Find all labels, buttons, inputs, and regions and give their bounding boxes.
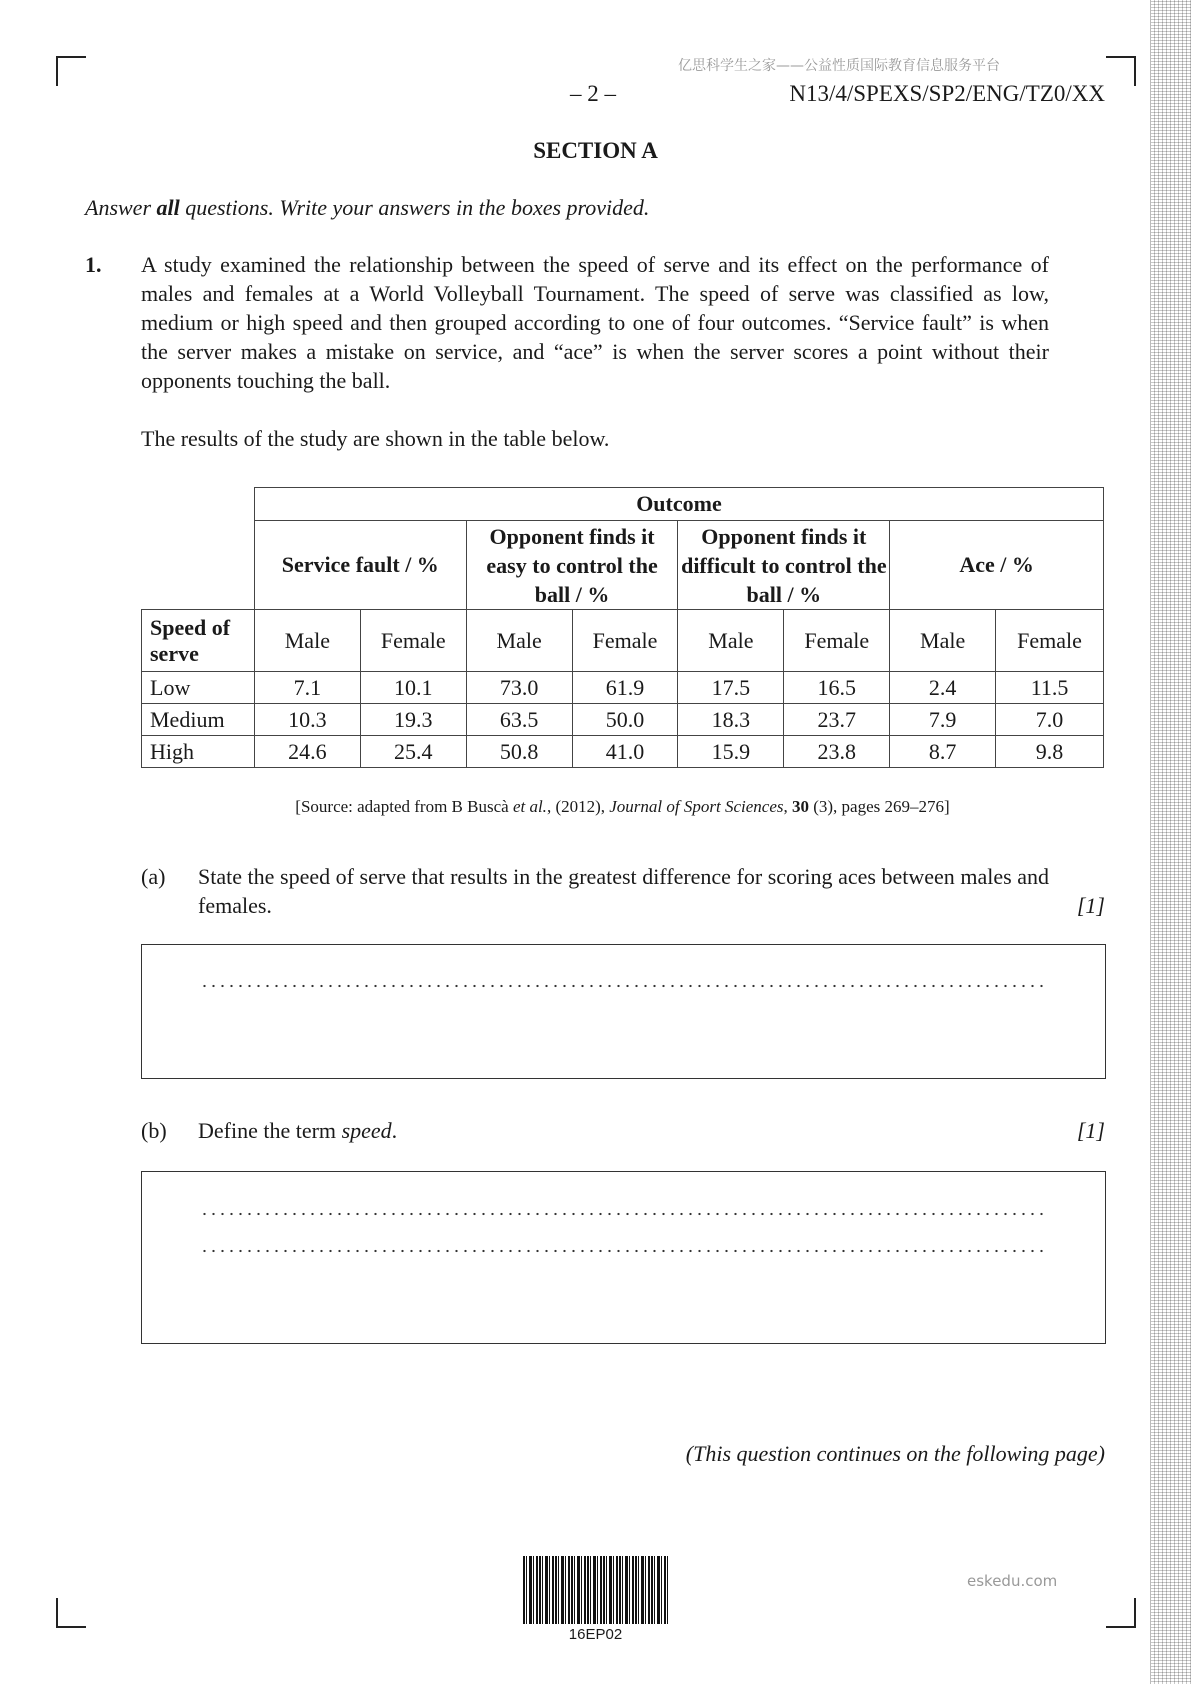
cell: 11.5 [996, 672, 1104, 704]
cell: 73.0 [466, 672, 572, 704]
cell: 7.1 [254, 672, 360, 704]
cell: 19.3 [360, 704, 466, 736]
row-label: Medium [142, 704, 255, 736]
source-part: Journal of Sport Sciences [609, 797, 784, 816]
cell: 24.6 [254, 736, 360, 768]
part-b-text-pre: Define the term [198, 1118, 342, 1143]
sub-header: Female [360, 610, 466, 672]
page-edge-pattern [1150, 0, 1191, 1684]
cell: 15.9 [678, 736, 784, 768]
table-corner-blank-2 [142, 521, 255, 610]
instructions [85, 193, 649, 222]
answer-box-a[interactable] [141, 944, 1106, 1079]
crop-mark-top-right [1106, 56, 1136, 86]
cell: 10.1 [360, 672, 466, 704]
part-b-text-post: . [391, 1118, 398, 1143]
results-intro: The results of the study are shown in the table below. [141, 426, 610, 451]
source-citation [141, 797, 1104, 817]
instructions-pre: Answer [85, 195, 157, 220]
cell: 23.7 [784, 704, 890, 736]
group-header-easy-control: Opponent finds it easy to control the ball / % [466, 521, 678, 610]
crop-mark-bottom-right [1106, 1598, 1136, 1628]
cell: 17.5 [678, 672, 784, 704]
cell: 7.0 [996, 704, 1104, 736]
sub-header: Female [784, 610, 890, 672]
table-corner-blank [142, 488, 255, 521]
source-part: , (2012), [546, 797, 610, 816]
cell: 50.0 [572, 704, 678, 736]
part-b-marks: [1] [1076, 1118, 1105, 1143]
cell: 2.4 [890, 672, 996, 704]
table-row [142, 704, 1104, 736]
crop-mark-top-left [56, 56, 86, 86]
table-row [142, 672, 1104, 704]
part-b-term: speed [341, 1118, 392, 1143]
instructions-post: questions. Write your answers in the boxes provided. [179, 195, 650, 220]
answer-line-b-1[interactable] [200, 1208, 1048, 1220]
row-label: Low [142, 672, 255, 704]
barcode-text: 16EP02 [568, 1626, 623, 1643]
table-row [142, 736, 1104, 768]
source-part: , [783, 797, 792, 816]
sub-header: Female [996, 610, 1104, 672]
source-part: 30 [791, 797, 809, 816]
sub-header: Female [572, 610, 678, 672]
sub-header: Male [678, 610, 784, 672]
cell: 8.7 [890, 736, 996, 768]
page-number: – 2 – [570, 81, 616, 106]
source-part: et al. [512, 797, 547, 816]
question-number: 1. [85, 252, 102, 277]
watermark-top: 亿思科学生之家——公益性质国际教育信息服务平台 [678, 58, 1000, 74]
group-header-service-fault: Service fault / % [254, 521, 466, 610]
sub-header: Male [254, 610, 360, 672]
part-b-label: (b) [141, 1118, 167, 1143]
barcode [523, 1556, 668, 1624]
row-header-speed: Speed of serve [142, 610, 255, 672]
question-intro: A study examined the relationship between the speed of serve and its effect on the performance of males and females at a World Volleyball Tournament. The speed of serve was classified as low, medium or high speed and then grouped according to one of four outcomes. “Service fault” is when the server makes a mistake on service, and “ace” is when the server scores a point without their opponents touching the ball. [141, 252, 1049, 393]
outcome-header: Outcome [254, 488, 1103, 521]
sub-header: Male [890, 610, 996, 672]
part-a-label: (a) [141, 864, 166, 889]
watermark-bottom: eskedu.com [967, 1572, 1058, 1590]
cell: 63.5 [466, 704, 572, 736]
section-title: SECTION A [533, 138, 658, 163]
part-a-marks: [1] [1076, 893, 1105, 918]
answer-box-b[interactable] [141, 1171, 1106, 1344]
cell: 25.4 [360, 736, 466, 768]
results-table [141, 487, 1104, 768]
instructions-bold: all [156, 195, 180, 220]
part-a-text: State the speed of serve that results in the greatest difference for scoring aces between males and females. [198, 864, 1049, 918]
crop-mark-bottom-left [56, 1598, 86, 1628]
group-header-difficult-control: Opponent finds it difficult to control the ball / % [678, 521, 890, 610]
paper-code: N13/4/SPEXS/SP2/ENG/TZ0/XX [789, 81, 1105, 106]
answer-line-a[interactable] [200, 980, 1048, 992]
cell: 41.0 [572, 736, 678, 768]
group-header-ace: Ace / % [890, 521, 1104, 610]
source-part: (3), pages 269–276] [808, 797, 950, 816]
sub-header: Male [466, 610, 572, 672]
source-part: [Source: adapted from B Buscà [295, 797, 513, 816]
cell: 23.8 [784, 736, 890, 768]
cell: 50.8 [466, 736, 572, 768]
cell: 7.9 [890, 704, 996, 736]
cell: 18.3 [678, 704, 784, 736]
cell: 61.9 [572, 672, 678, 704]
cell: 10.3 [254, 704, 360, 736]
row-label: High [142, 736, 255, 768]
part-b-text [198, 1116, 397, 1145]
continues-note: (This question continues on the following page) [685, 1441, 1105, 1466]
cell: 16.5 [784, 672, 890, 704]
cell: 9.8 [996, 736, 1104, 768]
answer-line-b-2[interactable] [200, 1245, 1048, 1257]
